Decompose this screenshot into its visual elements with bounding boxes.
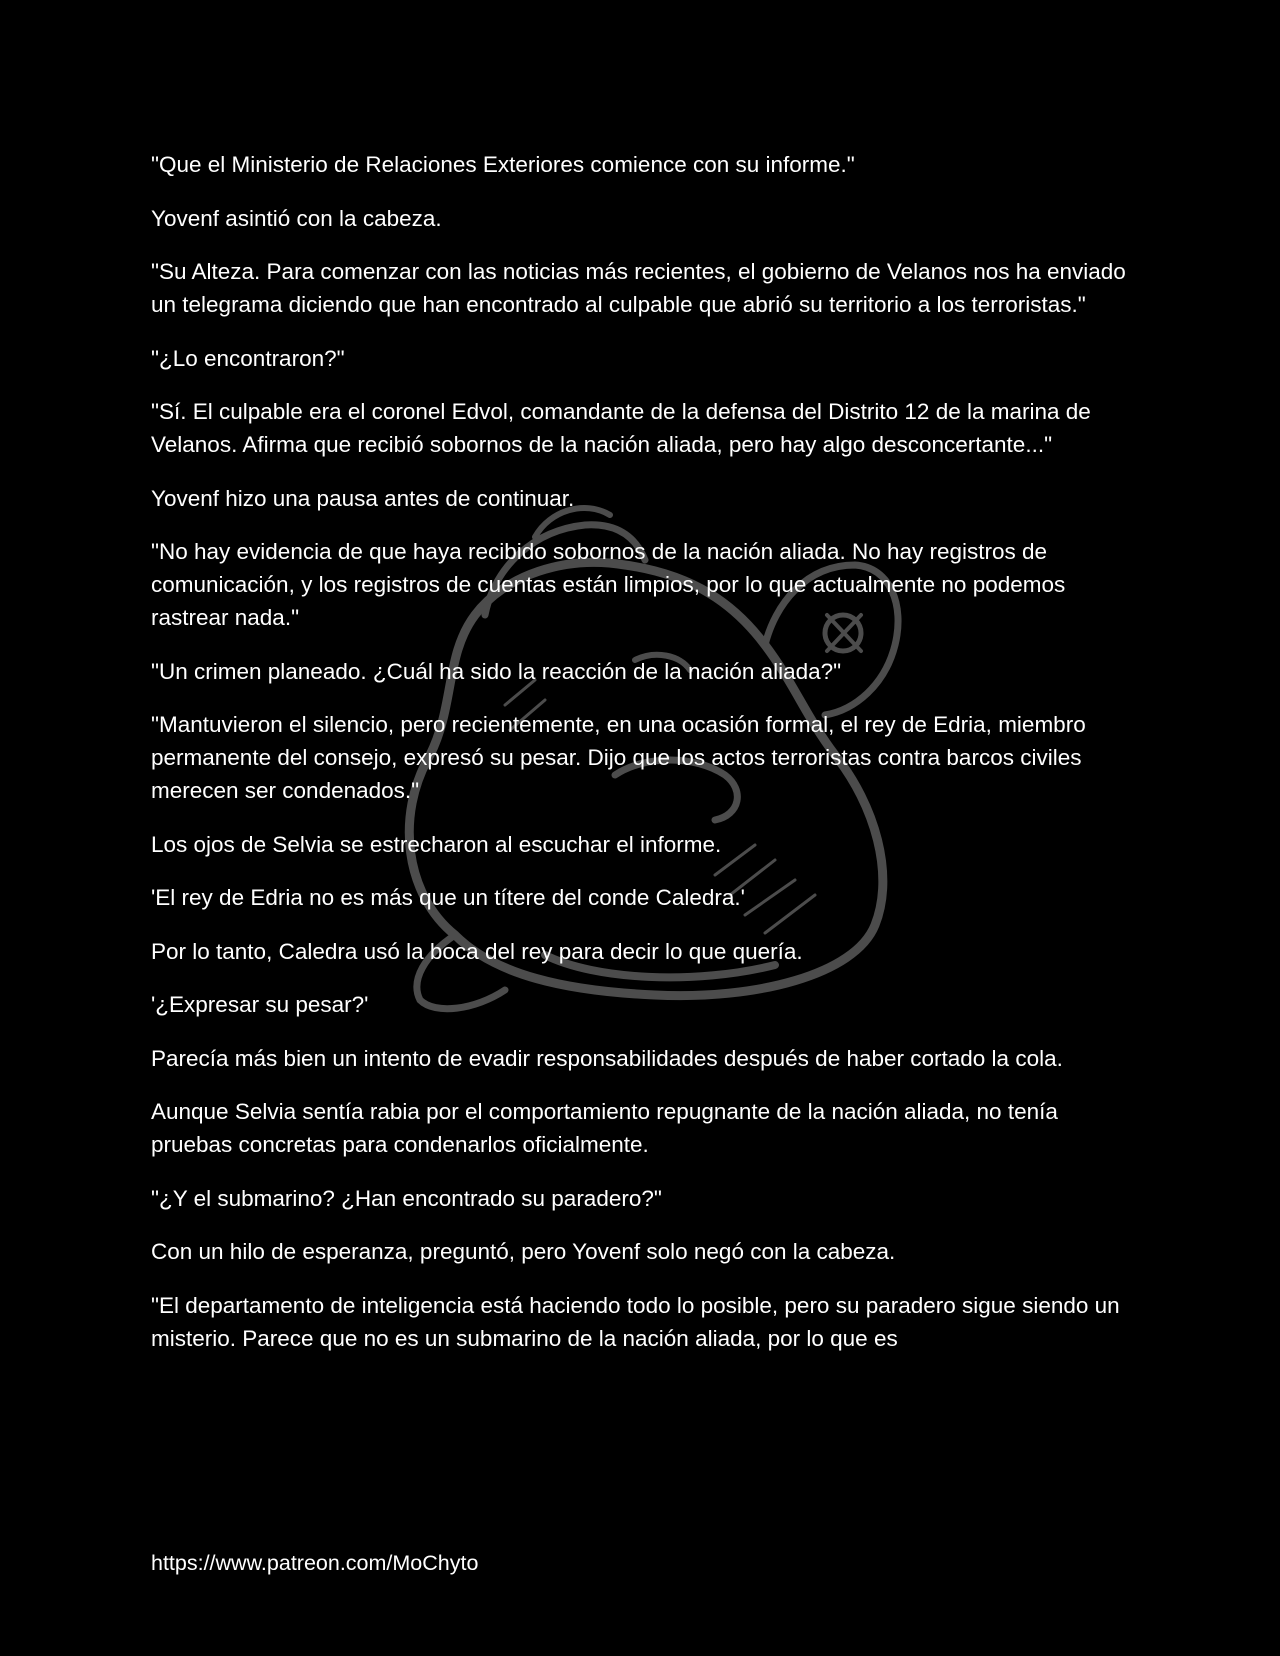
- paragraph: "No hay evidencia de que haya recibido sobornos de la nación aliada. No hay registros de comunicación, y los registros de cuentas están limpios, por lo que actualmente no podemos rastrear nada.": [151, 539, 1066, 630]
- paragraph: "Mantuvieron el silencio, pero recientemente, en una ocasión formal, el rey de Edria, miembro permanente del consejo, expresó su pesar. Dijo que los actos terroristas contra barcos civiles merecen ser condenados.": [151, 712, 1086, 803]
- paragraph: "Un crimen planeado. ¿Cuál ha sido la reacción de la nación aliada?": [151, 658, 842, 684]
- paragraph: "Su Alteza. Para comenzar con las noticias más recientes, el gobierno de Velanos nos ha enviado un telegrama diciendo que han encontrado al culpable que abrió su territorio a los terroristas.": [151, 259, 1126, 317]
- paragraph: "¿Y el submarino? ¿Han encontrado su paradero?": [151, 1185, 662, 1211]
- paragraph: Por lo tanto, Caledra usó la boca del rey para decir lo que quería.: [151, 938, 803, 964]
- paragraph: '¿Expresar su pesar?': [151, 992, 369, 1017]
- patreon-link[interactable]: https://www.patreon.com/MoChyto: [151, 1551, 479, 1575]
- paragraph: "Sí. El culpable era el coronel Edvol, comandante de la defensa del Distrito 12 de la marina de Velanos. Afirma que recibió sobornos de la nación aliada, pero hay algo desconcertante...": [151, 399, 1091, 457]
- paragraph: Yovenf asintió con la cabeza.: [151, 205, 442, 231]
- paragraph: Aunque Selvia sentía rabia por el comportamiento repugnante de la nación aliada, no tenía pruebas concretas para condenarlos oficialmente.: [151, 1099, 1058, 1157]
- paragraph: Parecía más bien un intento de evadir responsabilidades después de haber cortado la cola.: [151, 1045, 1063, 1071]
- paragraph: 'El rey de Edria no es más que un títere del conde Caledra.': [151, 885, 745, 910]
- paragraph: Con un hilo de esperanza, preguntó, pero Yovenf solo negó con la cabeza.: [151, 1239, 896, 1264]
- paragraph: "Que el Ministerio de Relaciones Exteriores comience con su informe.": [151, 152, 855, 177]
- document-body: [151, 148, 1141, 1375]
- paragraph: Los ojos de Selvia se estrecharon al escuchar el informe.: [151, 831, 722, 857]
- paragraph: Yovenf hizo una pausa antes de continuar.: [151, 485, 575, 511]
- paragraph: "¿Lo encontraron?": [151, 345, 345, 371]
- paragraph: "El departamento de inteligencia está haciendo todo lo posible, pero su paradero sigue siendo un misterio. Parece que no es un submarino de la nación aliada, por lo que es: [151, 1292, 1120, 1351]
